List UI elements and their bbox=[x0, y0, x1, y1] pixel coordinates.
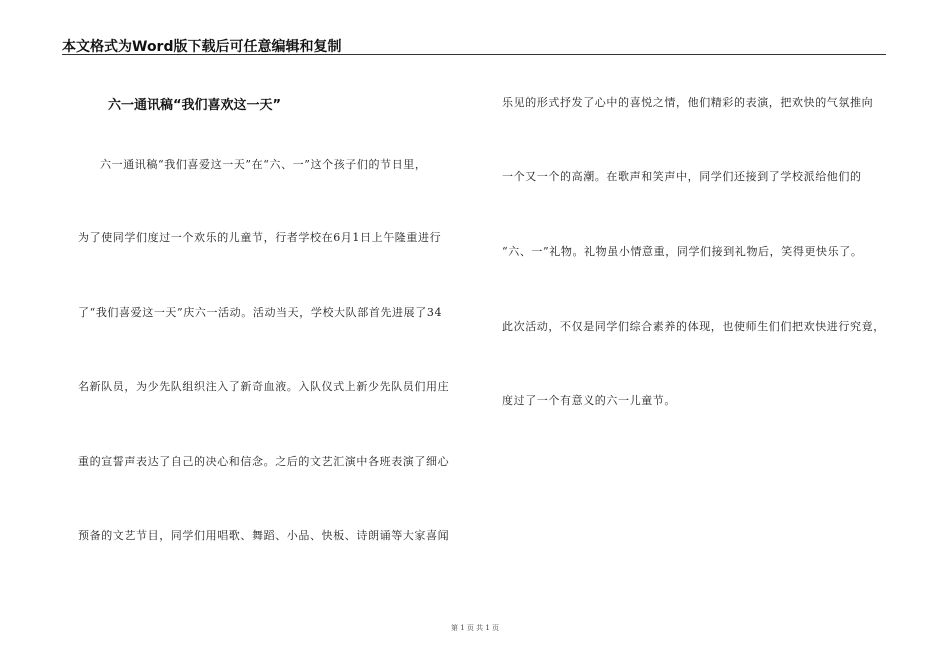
paragraph-line: 预备的文艺节目，同学们用唱歌、舞蹈、小品、快板、诗朗诵等大家喜闻 bbox=[78, 529, 450, 542]
paragraph-line: “六、一”礼物。礼物虽小情意重，同学们接到礼物后，笑得更快乐了。 bbox=[502, 245, 863, 258]
paragraph-line: 乐见的形式抒发了心中的喜悦之情，他们精彩的表演，把欢快的气氛推向 bbox=[502, 96, 874, 109]
page-header bbox=[62, 36, 886, 55]
paragraph-line: 一个又一个的高潮。在歌声和笑声中，同学们还接到了学校派给他们的 bbox=[502, 170, 862, 183]
page-number-footer: 第 1 页 共 1 页 bbox=[450, 624, 500, 632]
paragraph-line: 六一通讯稿“我们喜爱这一天”在“六、一”这个孩子们的节日里， bbox=[100, 158, 427, 171]
document-title: 六一通讯稿“我们喜欢这一天” bbox=[108, 98, 282, 113]
paragraph-line: 为了使同学们度过一个欢乐的儿童节，行者学校在6月1日上午隆重进行 bbox=[78, 231, 442, 244]
paragraph-line: 重的宣誓声表达了自己的决心和信念。之后的文艺汇演中各班表演了细心 bbox=[78, 455, 450, 468]
paragraph-line: 度过了一个有意义的六一儿童节。 bbox=[502, 394, 676, 407]
paragraph-line: 了“我们喜爱这一天”庆六一活动。活动当天，学校大队部首先进展了34 bbox=[78, 306, 443, 319]
paragraph-line: 名新队员，为少先队组织注入了新奇血液。入队仪式上新少先队员们用庄 bbox=[78, 380, 450, 393]
paragraph-line: 此次活动，不仅是同学们综合素养的体现，也使师生们们把欢快进行究竟， bbox=[502, 320, 885, 333]
header-text: 本文格式为Word版下载后可任意编辑和复制 bbox=[62, 39, 342, 55]
